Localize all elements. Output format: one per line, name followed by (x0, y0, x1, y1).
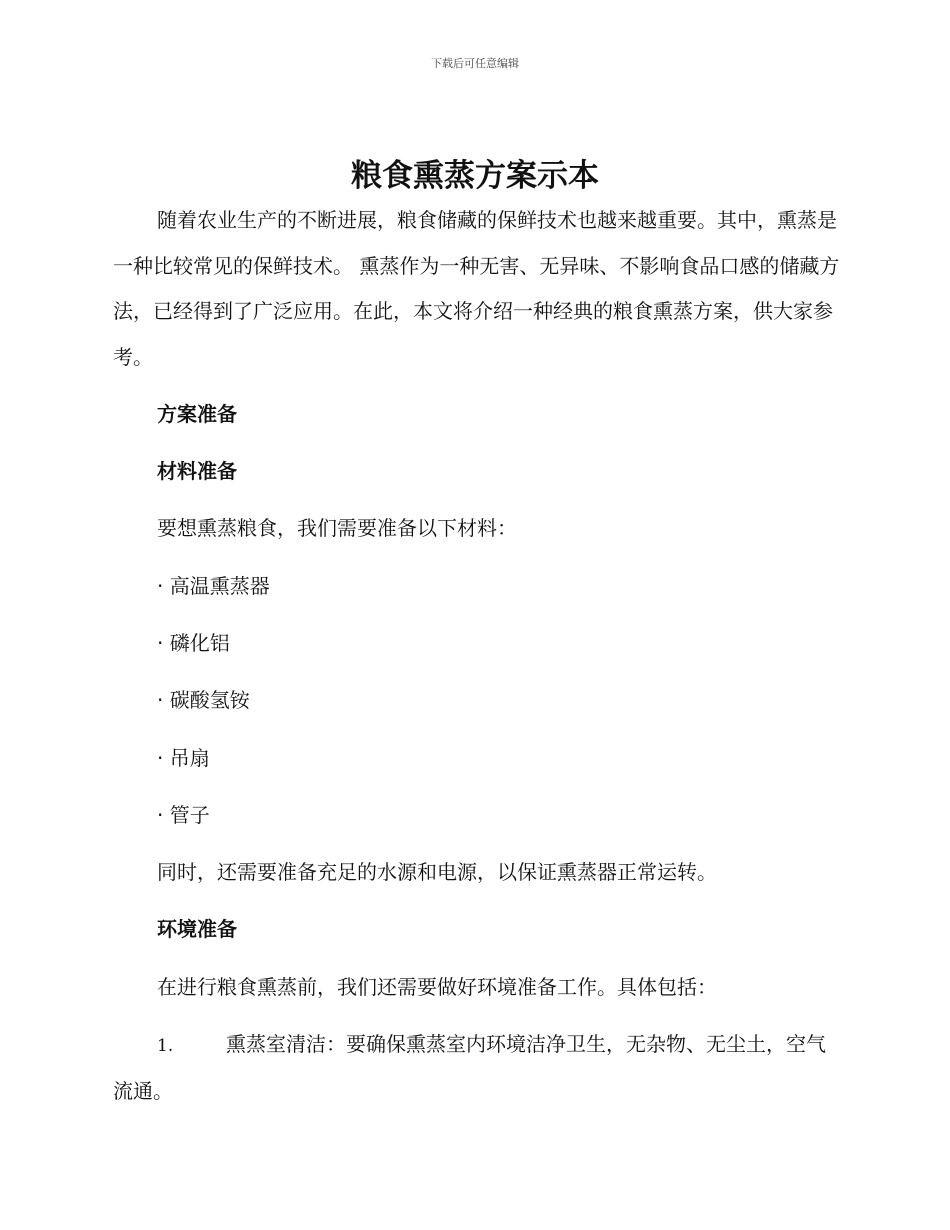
page-header-note: 下载后可任意编辑 (431, 57, 519, 70)
section-heading-plan: 方案准备 (157, 402, 237, 426)
list-item: · 高温熏蒸器 (157, 574, 270, 598)
document-title: 粮食熏蒸方案示本 (351, 158, 599, 194)
section-heading-environment: 环境准备 (157, 917, 237, 941)
materials-note: 同时，还需要准备充足的水源和电源，以保证熏蒸器正常运转。 (157, 860, 717, 884)
list-item: · 管子 (157, 803, 210, 827)
intro-paragraph: 随着农业生产的不断进展，粮食储藏的保鲜技术也越来越重要。其中，熏蒸是一种比较常见的保鲜技术。 熏蒸作为一种无害、无异味、不影响食品口感的储藏方法，已经得到了广泛应用。在此，本文将介绍一种经典的粮食熏蒸方案，供大家参考。 (113, 208, 840, 369)
list-item: · 碳酸氢铵 (157, 688, 250, 712)
section-heading-materials: 材料准备 (157, 459, 237, 483)
list-item: · 吊扇 (157, 746, 210, 770)
list-item-text: 熏蒸室清洁：要确保熏蒸室内环境洁净卫生，无杂物、无尘土，空气流通。 (113, 1032, 826, 1103)
materials-intro: 要想熏蒸粮食，我们需要准备以下材料： (157, 516, 517, 540)
numbered-list-item (113, 1022, 843, 1114)
list-item-number: 1. (157, 1036, 174, 1056)
environment-intro: 在进行粮食熏蒸前，我们还需要做好环境准备工作。具体包括： (157, 975, 717, 999)
list-item: · 磷化铝 (157, 631, 230, 655)
